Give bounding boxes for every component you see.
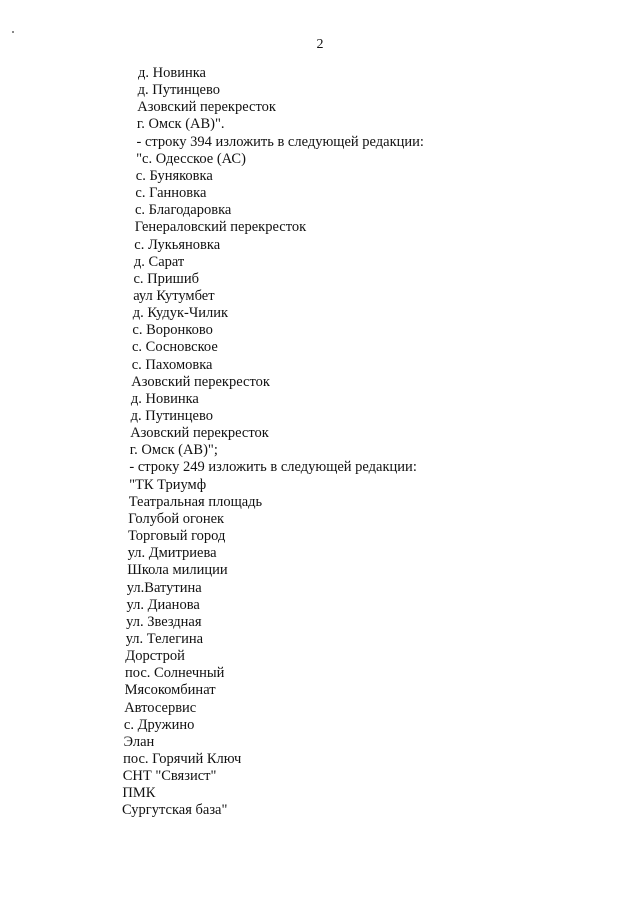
document-line: "ТК Триумф xyxy=(129,476,207,493)
document-line: с. Буняковка xyxy=(135,167,213,184)
document-line: ул.Ватутина xyxy=(126,579,202,596)
document-line: Школа милиции xyxy=(127,562,228,579)
document-line: Элан xyxy=(123,733,155,750)
document-line: ПМК xyxy=(122,785,156,802)
document-line: пос. Горячий Ключ xyxy=(123,751,242,767)
document-line: - строку 249 изложить в следующей редакции: xyxy=(129,459,417,476)
document-line: аул Кутумбет xyxy=(133,287,215,304)
document-line: Азовский перекресток xyxy=(137,99,276,116)
document-line: пос. Солнечный xyxy=(125,665,225,682)
page-number: 2 xyxy=(316,37,324,52)
document-line: Театральная площадь xyxy=(128,493,263,510)
document-line: г. Омск (АВ)"; xyxy=(129,442,218,459)
document-line: - строку 394 изложить в следующей редакции: xyxy=(136,133,424,150)
document-line: ул. Звездная xyxy=(126,613,202,630)
document-line: д. Новинка xyxy=(130,390,199,407)
document-line: с. Благодаровка xyxy=(135,202,232,219)
document-line: Автосервис xyxy=(124,699,197,716)
document-line: Голубой огонек xyxy=(128,510,225,527)
document-line: Генераловский перекресток xyxy=(134,219,307,236)
document-line: д. Путинцево xyxy=(130,408,213,424)
document-line: ул. Дмитриева xyxy=(127,545,217,562)
document-line: с. Ганновка xyxy=(135,185,207,201)
document-line: д. Сарат xyxy=(133,253,185,270)
document-line: "с. Одесское (АС) xyxy=(136,150,246,167)
document-line: Мясокомбинат xyxy=(124,682,216,699)
document-line: с. Воронково xyxy=(132,322,213,339)
document-line: ул. Телегина xyxy=(125,630,204,647)
document-line: Дорстрой xyxy=(125,648,185,665)
document-line: г. Омск (АВ)". xyxy=(136,116,225,133)
document-line: с. Пахомовка xyxy=(131,356,213,373)
document-line: с. Сосновское xyxy=(132,339,218,356)
document-line: д. Кудук-Чилик xyxy=(132,305,229,322)
document-line: Азовский перекресток xyxy=(131,373,270,390)
document-line: с. Дружино xyxy=(123,716,195,733)
document-line: д. Новинка xyxy=(138,65,206,81)
document-line: д. Путинцево xyxy=(137,82,220,99)
document-line: Торговый город xyxy=(128,528,226,544)
document-line: с. Лукьяновка xyxy=(134,236,221,253)
scan-speck xyxy=(12,31,14,33)
document-line: с. Пришиб xyxy=(133,270,199,287)
document-line: Сургутская база" xyxy=(122,802,228,819)
document-line: Азовский перекресток xyxy=(130,425,269,442)
document-line: СНТ "Связист" xyxy=(122,768,217,785)
document-line: ул. Дианова xyxy=(126,596,200,613)
